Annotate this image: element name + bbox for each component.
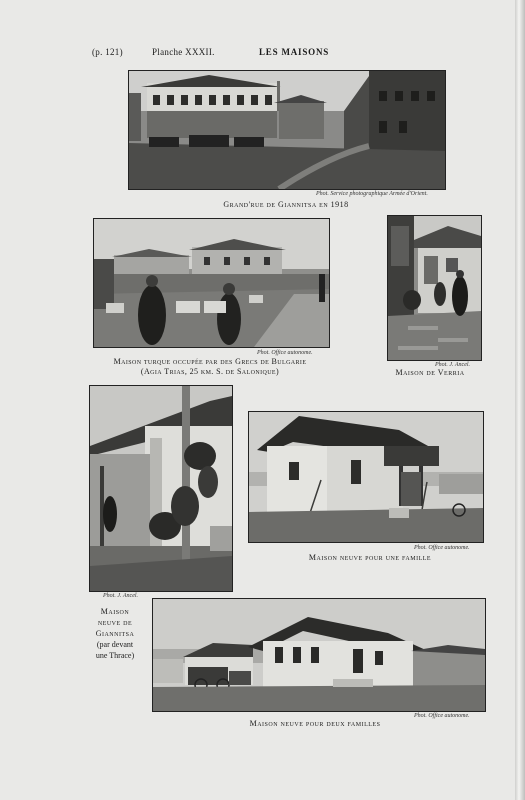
photo-credit: Phot. J. Ancel.	[435, 362, 471, 368]
photo-caption: Grand'rue de Giannitsa en 1918	[223, 200, 349, 209]
photo-giannitsa-street	[128, 70, 446, 190]
photo-turkish-house	[93, 218, 330, 348]
plate-number: Planche XXXII.	[152, 47, 215, 57]
page-header	[92, 47, 472, 61]
photo-two-family-house	[152, 598, 486, 712]
caption-line: Maison	[100, 607, 130, 616]
photo-single-family-house	[248, 411, 484, 543]
caption-line: Maison turque occupée par des Grecs de Bulgarie	[113, 357, 307, 366]
caption-line: neuve de	[97, 618, 133, 627]
photo-credit: Phot. Service photographique Armée d'Orient.	[316, 191, 428, 197]
caption-line: (Agia Trias, 25 km. S. de Salonique)	[140, 367, 280, 376]
photo-credit: Phot. Office autonome.	[414, 713, 470, 719]
photo-caption	[90, 357, 330, 377]
photo-caption: Maison neuve pour deux familles	[249, 719, 381, 728]
photo-credit: Phot. J. Ancel.	[103, 593, 139, 599]
caption-line: (par devant	[96, 640, 134, 649]
photo-caption: Maison neuve pour une famille	[308, 553, 432, 562]
caption-line: une Thrace)	[95, 651, 135, 660]
photo-giannitsa-new-house	[89, 385, 233, 592]
section-title: LES MAISONS	[259, 47, 330, 57]
photo-caption	[84, 606, 146, 661]
photo-verria-house	[387, 215, 482, 361]
page-edge	[515, 0, 525, 800]
photo-credit: Phot. Office autonome.	[257, 350, 313, 356]
photo-caption: Maison de Verria	[395, 368, 465, 377]
caption-line: Giannitsa	[95, 629, 135, 638]
page-reference: (p. 121)	[92, 47, 123, 57]
photo-credit: Phot. Office autonome.	[414, 545, 470, 551]
